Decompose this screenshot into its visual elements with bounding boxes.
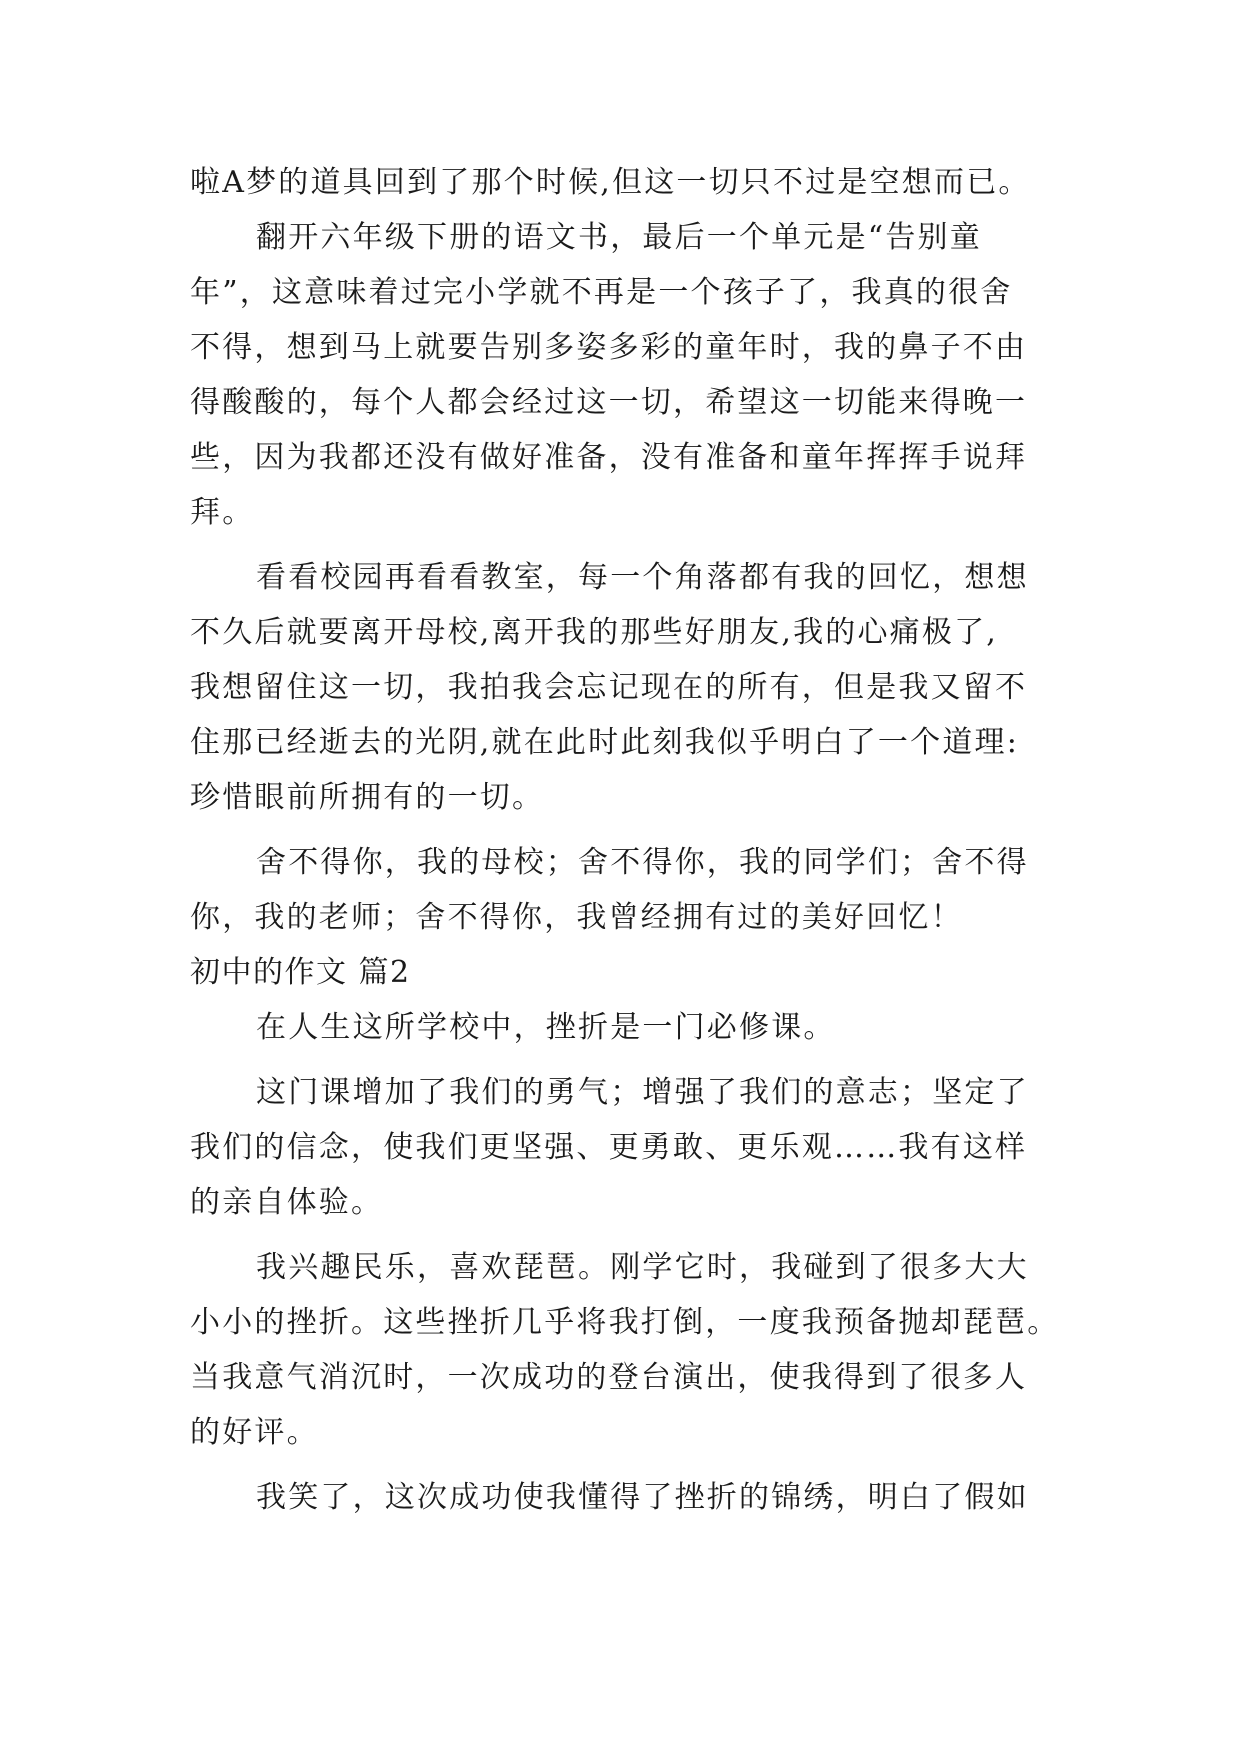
text-line: 我们的信念，使我们更坚强、更勇敢、更乐观……我有这样: [190, 1130, 1028, 1165]
text-line: 住那已经逝去的光阴,就在此时此刻我似乎明白了一个道理:: [190, 725, 1020, 760]
text-line: 当我意气消沉时，一次成功的登台演出，使我得到了很多人: [190, 1360, 1028, 1395]
text-line: 小小的挫折。这些挫折几乎将我打倒，一度我预备抛却琵琶。: [190, 1305, 1060, 1340]
text-line: 我想留住这一切，我拍我会忘记现在的所有，但是我又留不: [190, 670, 1028, 705]
paragraph-start-line: 我笑了，这次成功使我懂得了挫折的锦绣，明白了假如: [256, 1480, 1029, 1515]
text-line: 的亲自体验。: [190, 1185, 384, 1220]
text-line: 不得，想到马上就要告别多姿多彩的童年时，我的鼻子不由: [190, 330, 1028, 365]
section-heading: 初中的作文 篇2: [190, 955, 411, 990]
paragraph-start-line: 翻开六年级下册的语文书，最后一个单元是“告别童: [256, 220, 982, 255]
text-line: 你，我的老师；舍不得你，我曾经拥有过的美好回忆！: [190, 900, 963, 935]
text-line: 得酸酸的，每个人都会经过这一切，希望这一切能来得晚一: [190, 385, 1028, 420]
paragraph-start-line: 我兴趣民乐，喜欢琵琶。刚学它时，我碰到了很多大大: [256, 1250, 1029, 1285]
paragraph-start-line: 舍不得你，我的母校；舍不得你，我的同学们；舍不得: [256, 845, 1029, 880]
paragraph-start-line: 这门课增加了我们的勇气；增强了我们的意志；坚定了: [256, 1075, 1029, 1110]
text-line: 的好评。: [190, 1415, 319, 1450]
text-line: 拜。: [190, 495, 255, 530]
text-line: 年”，这意味着过完小学就不再是一个孩子了，我真的很舍: [190, 275, 1013, 310]
text-line: 珍惜眼前所拥有的一切。: [190, 780, 545, 815]
paragraph-start-line: 在人生这所学校中，挫折是一门必修课。: [256, 1010, 836, 1045]
text-line: 啦A梦的道具回到了那个时候,但这一切只不过是空想而已。: [190, 165, 1031, 200]
text-line: 些，因为我都还没有做好准备，没有准备和童年挥挥手说拜: [190, 440, 1028, 475]
text-line: 不久后就要离开母校,离开我的那些好朋友,我的心痛极了,: [190, 615, 999, 650]
paragraph-start-line: 看看校园再看看教室，每一个角落都有我的回忆，想想: [256, 560, 1029, 595]
